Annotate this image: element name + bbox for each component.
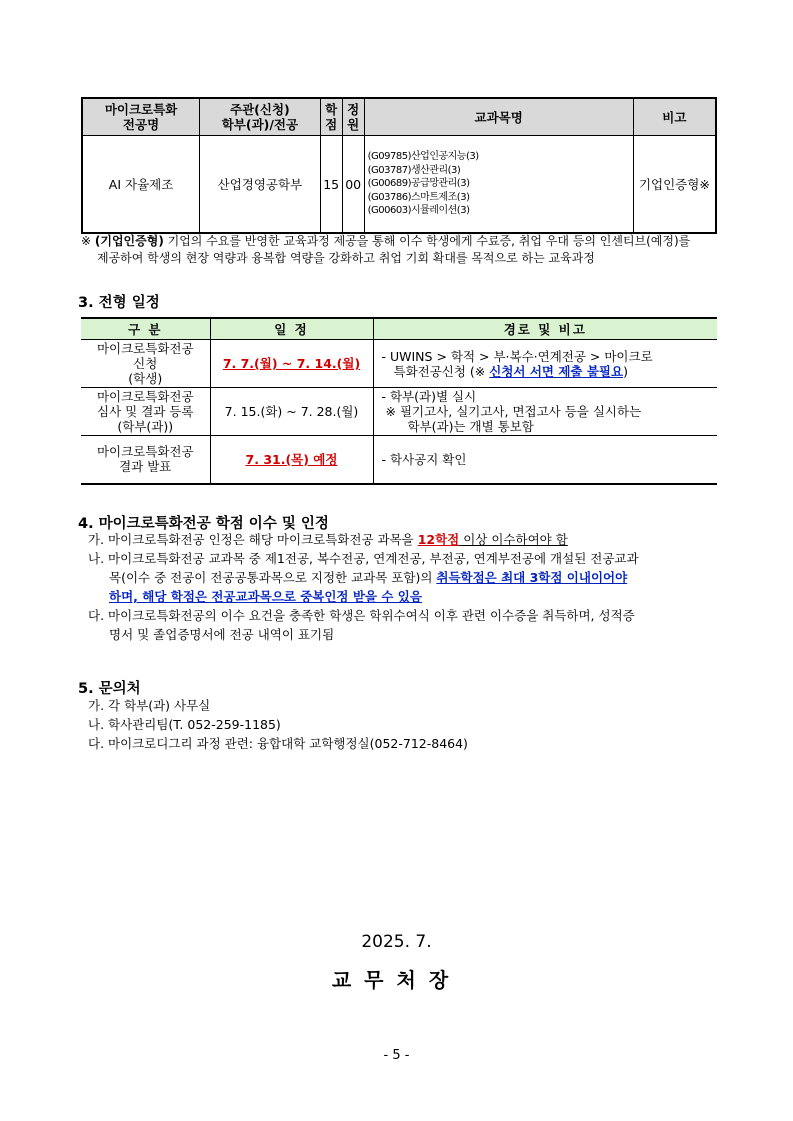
signer-title: 교무처장 (331, 968, 462, 992)
course-item: (G09785)산업인공지능(3) (367, 151, 479, 163)
cell-route: - 학부(과)별 실시 ※ 필기고사, 실기고사, 면접고사 등을 실시하는 학부(과)는 개별 통보함 (373, 388, 717, 436)
header-dept: 주관(신청) 학부(과)/전공 (200, 98, 321, 136)
header-courses: 교과목명 (364, 98, 633, 136)
header-quota: 정 원 (342, 98, 364, 136)
cell-route: - 학사공지 확인 (373, 436, 717, 484)
list-item: 나. 학사관리팀(T. 052-259-1185) (88, 717, 281, 732)
cell-category: 마이크로특화전공 신청 (학생) (81, 340, 210, 388)
header-category: 구 분 (81, 318, 210, 340)
cell-remark: 기업인증형※ (633, 136, 716, 234)
company-certified-note: ※ (기업인증형) 기업의 수요를 반영한 교육과정 제공을 통해 이수 학생에게 수료증, 취업 우대 등의 인센티브(예정)를 제공하여 학생의 현장 역량과 융복합 역량을 강화하고 취업 기회 확대를 목적으로 하는 교육과정 (81, 234, 691, 265)
course-item: (G03786)스마트제조(3) (367, 191, 470, 203)
cell-category: 마이크로특화전공 심사 및 결과 등록 (학부(과)) (81, 388, 210, 436)
schedule-table (81, 317, 717, 485)
micro-major-table (81, 97, 717, 234)
cell-courses (364, 136, 633, 234)
course-item: (G00689)공급망관리(3) (367, 178, 470, 190)
cell-quota: 00 (342, 136, 364, 234)
section5-list (88, 696, 728, 753)
table-header-row (81, 318, 717, 340)
list-item: 가. 각 학부(과) 사무실 (88, 698, 211, 713)
cell-credit: 15 (320, 136, 342, 234)
cell-schedule: 7. 31.(목) 예정 (210, 436, 373, 484)
cell-major: AI 자율제조 (82, 136, 200, 234)
table-header-row (82, 98, 716, 136)
section3-title: 3. 전형 일정 (78, 295, 160, 311)
course-item: (G00603)시뮬레이션(3) (367, 205, 470, 217)
cell-schedule: 7. 15.(화) ~ 7. 28.(월) (210, 388, 373, 436)
table-row (81, 388, 717, 436)
note-term: (기업인증형) (94, 234, 164, 248)
header-route: 경로 및 비고 (373, 318, 717, 340)
header-major: 마이크로특화 전공명 (82, 98, 200, 136)
list-item: 다. 마이크로특화전공의 이수 요건을 충족한 학생은 학위수여식 이후 관련 이수증을 취득하며, 성적증 명서 및 졸업증명서에 전공 내역이 표기됨 (88, 608, 635, 642)
list-item: 나. 마이크로특화전공 교과목 중 제1전공, 복수전공, 연계전공, 부전공, 연계부전공에 개설된 전공교과 목(이수 중 전공이 전공공통과목으로 지정한 교과목 포함)의 취득학점은 최대 3학점 이내이어야 하며, 해당 학점은 전공교과목으로 중복인정 받을 수 있음 (88, 551, 639, 604)
section5-title: 5. 문의처 (78, 681, 141, 697)
cell-schedule: 7. 7.(월) ~ 7. 14.(월) (210, 340, 373, 388)
cell-route: - UWINS > 학적 > 부·복수·연계전공 > 마이크로 특화전공신청 (※ 신청서 서면 제출 불필요) (373, 340, 717, 388)
section4-list (88, 530, 728, 644)
course-item: (G03787)생산관리(3) (367, 164, 461, 176)
cell-category: 마이크로특화전공 결과 발표 (81, 436, 210, 484)
list-item: 가. 마이크로특화전공 인정은 해당 마이크로특화전공 과목을 12학점 이상 이수하여야 함 (88, 532, 568, 547)
page-number: - 5 - (383, 1048, 410, 1063)
list-item: 다. 마이크로디그리 과정 관련: 융합대학 교학행정실(052-712-8464) (88, 736, 468, 751)
document-date: 2025. 7. (361, 932, 432, 952)
header-schedule: 일 정 (210, 318, 373, 340)
table-row (81, 340, 717, 388)
table-row (81, 436, 717, 484)
cell-dept: 산업경영공학부 (200, 136, 321, 234)
header-remark: 비고 (633, 98, 716, 136)
section4-title: 4. 마이크로특화전공 학점 이수 및 인정 (78, 516, 329, 532)
table-row (82, 136, 716, 234)
header-credit: 학 점 (320, 98, 342, 136)
